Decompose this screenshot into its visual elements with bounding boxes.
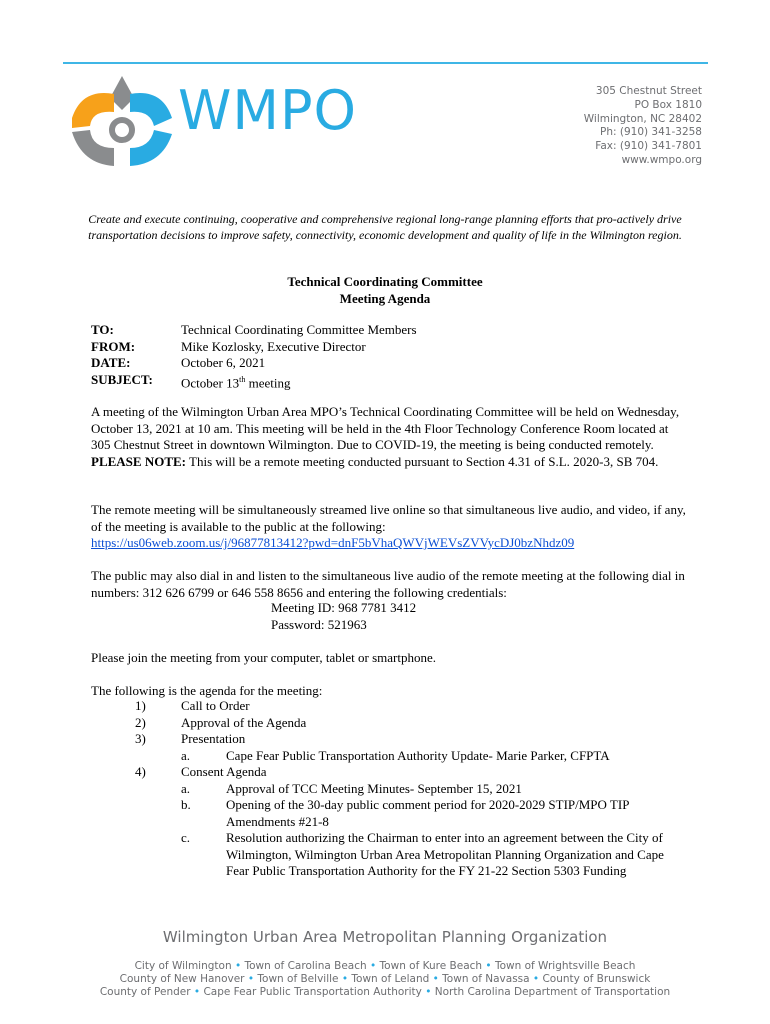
- agenda-item-3a-letter: a.: [181, 748, 191, 763]
- address-phone: Ph: (910) 341-3258: [600, 126, 702, 139]
- memo-date-value: October 6, 2021: [181, 355, 266, 370]
- agenda-item-1-number: 1): [135, 698, 146, 713]
- meeting-notice-paragraph: [91, 404, 691, 470]
- footer-row-1: [0, 960, 770, 972]
- agenda-item-4c: Resolution authorizing the Chairman to enter into an agreement between the City of Wilmington, Wilmington Urban Area Metropolitan Planning Organization and Cape Fear Public Transportation Authority for the FY 21-22 Section 5303 Funding: [226, 830, 664, 878]
- memo-subject-value: [181, 371, 291, 391]
- bullet-icon: •: [485, 960, 492, 972]
- meeting-id: Meeting ID: 968 7781 3412: [271, 600, 417, 615]
- memo-from-value: Mike Kozlosky, Executive Director: [181, 339, 366, 354]
- footer-row-2: [0, 973, 770, 985]
- memo-date-label: DATE:: [91, 355, 131, 370]
- notice-tail: This will be a remote meeting conducted pursuant to Section 4.31 of S.L. 2020-3, SB 704.: [186, 453, 659, 469]
- agenda-item-3: Presentation: [181, 731, 246, 746]
- agenda-item-4b-letter: b.: [181, 797, 191, 812]
- address-street: 305 Chestnut Street: [595, 85, 702, 97]
- footer-member: County of Brunswick: [542, 973, 651, 985]
- footer-member: Town of Kure Beach: [379, 960, 483, 972]
- footer-member: Town of Navassa: [442, 973, 530, 985]
- bullet-icon: •: [370, 960, 377, 972]
- footer-member: North Carolina Department of Transportation: [434, 986, 671, 998]
- agenda-item-4: Consent Agenda: [181, 764, 267, 779]
- bullet-icon: •: [193, 986, 201, 998]
- memo-subject-label: SUBJECT:: [91, 372, 153, 387]
- address-city: Wilmington, NC 28402: [583, 112, 702, 125]
- wmpo-logo-icon: [62, 68, 182, 173]
- agenda-item-2-number: 2): [135, 715, 146, 730]
- dial-in-paragraph: The public may also dial in and listen to the simultaneous live audio of the remote meeting at the following dial in numbers: 312 626 6799 or 646 558 8656 and entering the following credentials:: [91, 568, 685, 600]
- memo-from-label: FROM:: [91, 339, 136, 354]
- agenda-item-4b: Opening of the 30-day public comment period for 2020-2029 STIP/MPO TIP Amendments #21-8: [226, 797, 629, 829]
- title-line-2: Meeting Agenda: [339, 291, 431, 306]
- zoom-link[interactable]: https://us06web.zoom.us/j/96877813412?pwd=dnF5bVhaQWVjWEVsZVVycDJ0bzNhdz09: [91, 535, 575, 550]
- address-fax: Fax: (910) 341-7801: [595, 140, 702, 153]
- footer-member: County of Pender: [99, 986, 191, 998]
- subject-superscript: th: [239, 375, 246, 384]
- notice-emphasis: PLEASE NOTE:: [91, 453, 186, 469]
- memo-to-value: Technical Coordinating Committee Members: [181, 322, 417, 337]
- bullet-icon: •: [341, 973, 349, 985]
- bullet-icon: •: [247, 973, 255, 985]
- footer-member: City of Wilmington: [134, 960, 232, 972]
- bullet-icon: •: [432, 973, 439, 985]
- agenda-item-4a: Approval of TCC Meeting Minutes- September 15, 2021: [226, 781, 522, 796]
- footer-member: Town of Wrightsville Beach: [494, 960, 636, 972]
- subject-tail: meeting: [245, 375, 291, 391]
- agenda-item-4a-letter: a.: [181, 781, 191, 796]
- address-po-box: PO Box 1810: [634, 98, 702, 111]
- footer-member: County of New Hanover: [119, 973, 245, 985]
- stream-text: The remote meeting will be simultaneously streamed live online so that simultaneous live audio, and video, if any, of the meeting is available to the public at the following:: [91, 502, 686, 534]
- agenda-item-3-number: 3): [135, 731, 146, 746]
- agenda-item-2: Approval of the Agenda: [181, 715, 307, 730]
- footer-member: Town of Belville: [257, 973, 339, 985]
- agenda-item-4-number: 4): [135, 764, 146, 779]
- page-title: [0, 273, 770, 307]
- bullet-icon: •: [234, 960, 242, 972]
- footer-row-3: [0, 986, 770, 998]
- memo-to-label: TO:: [91, 322, 114, 337]
- header-divider: [63, 62, 708, 64]
- agenda-item-3a: Cape Fear Public Transportation Authority Update- Marie Parker, CFPTA: [226, 748, 610, 763]
- footer-member: Cape Fear Public Transportation Authority: [203, 986, 422, 998]
- notice-text: A meeting of the Wilmington Urban Area MPO’s Technical Coordinating Committee will be held on Wednesday, October 13, 2021 at 10 am. This meeting will be held in the 4th Floor Technology Conference Room located at 305 Chestnut Street in downtown Wilmington. Due to COVID-19, the meeting is being conducted remotely.: [91, 404, 680, 452]
- agenda-item-4c-letter: c.: [181, 830, 191, 845]
- footer-title: Wilmington Urban Area Metropolitan Planning Organization: [162, 928, 608, 946]
- address-website[interactable]: www.wmpo.org: [621, 153, 702, 166]
- mission-statement: Create and execute continuing, cooperative and comprehensive regional long-range planning efforts that pro-actively drive transportation decisions to improve safety, connectivity, economic development and quality of life in the Wilmington region.: [88, 212, 682, 242]
- stream-paragraph: [91, 502, 691, 552]
- footer-member: Town of Leland: [351, 973, 430, 985]
- bullet-icon: •: [532, 973, 540, 985]
- agenda-item-1: Call to Order: [181, 698, 250, 713]
- title-line-1: Technical Coordinating Committee: [287, 274, 483, 289]
- address-block: [584, 85, 702, 168]
- wmpo-logo-text: WMPO: [178, 79, 358, 142]
- join-paragraph: Please join the meeting from your computer, tablet or smartphone.: [91, 650, 436, 665]
- footer-member: Town of Carolina Beach: [244, 960, 367, 972]
- meeting-password: Password: 521963: [271, 617, 367, 632]
- subject-date: October 13: [181, 375, 240, 391]
- bullet-icon: •: [425, 986, 432, 998]
- agenda-intro: The following is the agenda for the meeting:: [91, 683, 323, 698]
